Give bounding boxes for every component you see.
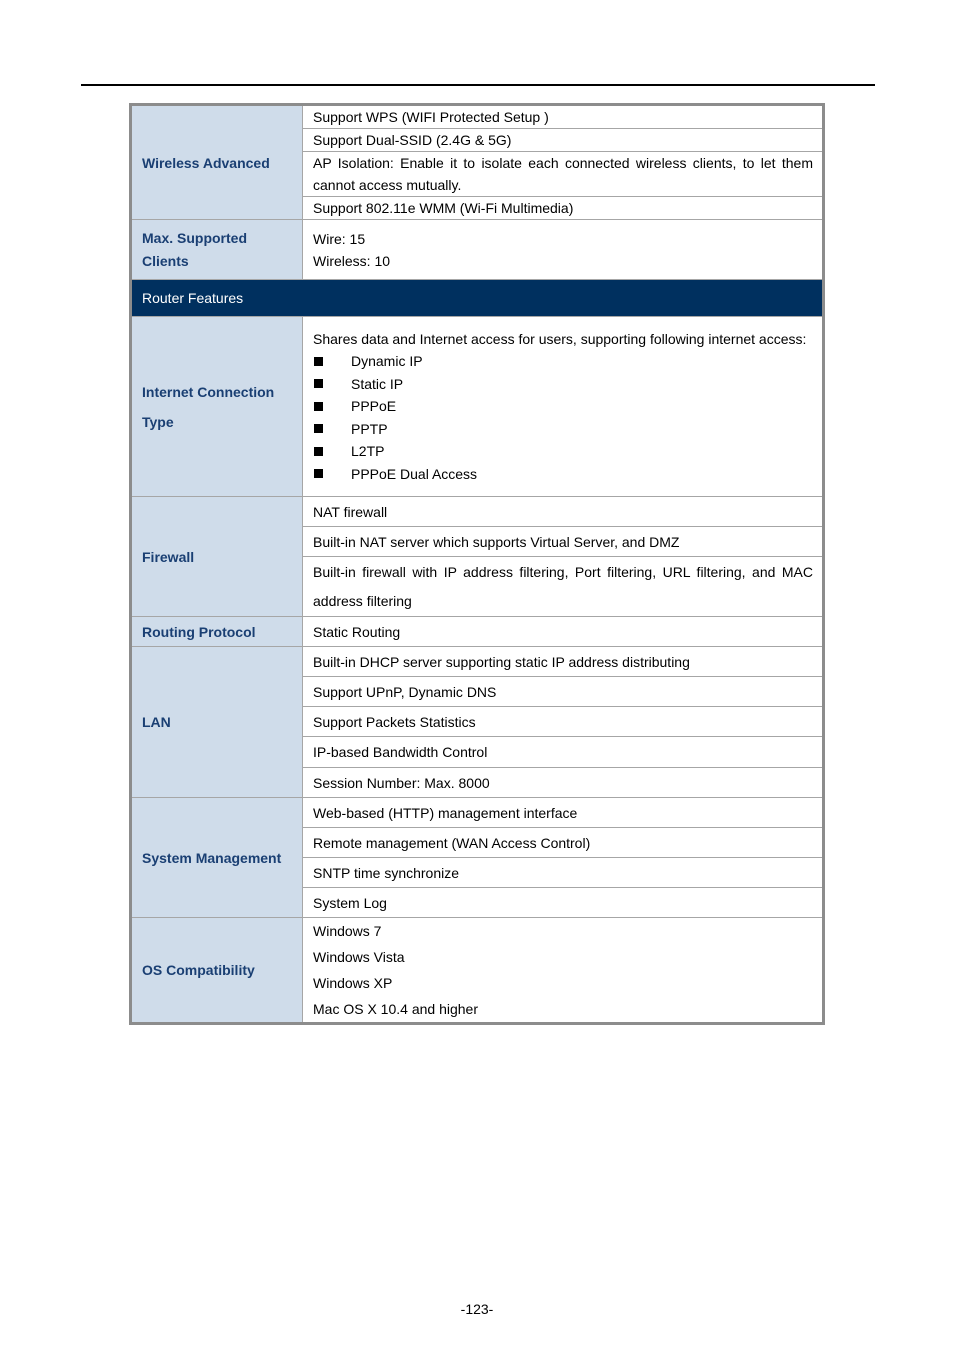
table-row <box>131 280 824 317</box>
spec-value: Session Number: Max. 8000 <box>303 768 824 798</box>
row-label-lan: LAN <box>131 647 303 798</box>
spec-value: SNTP time synchronize <box>303 858 824 888</box>
list-item: L2TP <box>313 440 813 463</box>
page-number: -123- <box>460 1301 494 1317</box>
spec-value: Support UPnP, Dynamic DNS <box>303 677 824 707</box>
spec-value: Support Dual-SSID (2.4G & 5G) <box>303 129 824 152</box>
list-item: PPPoE <box>313 395 813 418</box>
square-bullet-icon <box>314 469 323 478</box>
spec-value-os-list: Windows 7 Windows Vista Windows XP Mac OS X 10.4 and higher <box>303 918 824 1024</box>
spec-value-connection-types: Shares data and Internet access for users, supporting following internet access: Dynamic IP Static IP PPPoE PPTP L2TP PPPoE Dual Access <box>303 317 824 497</box>
spec-value: Built-in NAT server which supports Virtual Server, and DMZ <box>303 527 824 557</box>
square-bullet-icon <box>314 424 323 433</box>
table-row <box>131 647 824 677</box>
table-row <box>131 105 824 129</box>
spec-value: Support 802.11e WMM (Wi-Fi Multimedia) <box>303 197 824 220</box>
specifications-table <box>129 103 825 1025</box>
row-label-routing-protocol: Routing Protocol <box>131 617 303 647</box>
row-label-wireless-advanced: Wireless Advanced <box>131 105 303 220</box>
spec-value: Built-in DHCP server supporting static IP address distributing <box>303 647 824 677</box>
table-row <box>131 918 824 1024</box>
spec-value: Support WPS (WIFI Protected Setup ) <box>303 105 824 129</box>
spec-value-clients: Wire: 15 Wireless: 10 <box>303 220 824 280</box>
section-header-router-features: Router Features <box>131 280 824 317</box>
spec-value: IP-based Bandwidth Control <box>303 737 824 768</box>
table-row <box>131 497 824 527</box>
spec-value: NAT firewall <box>303 497 824 527</box>
square-bullet-icon <box>314 447 323 456</box>
row-label-firewall: Firewall <box>131 497 303 617</box>
row-label-os-compatibility: OS Compatibility <box>131 918 303 1024</box>
spec-value: Support Packets Statistics <box>303 707 824 737</box>
spec-value: AP Isolation: Enable it to isolate each connected wireless clients, to let them cannot access mutually. <box>303 152 824 197</box>
square-bullet-icon <box>314 357 323 366</box>
list-item: PPTP <box>313 418 813 441</box>
table-row <box>131 798 824 828</box>
header-rule <box>81 84 875 86</box>
row-label-max-clients: Max. Supported Clients <box>131 220 303 280</box>
row-label-internet-connection: Internet Connection Type <box>131 317 303 497</box>
spec-value: Remote management (WAN Access Control) <box>303 828 824 858</box>
table-row <box>131 220 824 280</box>
spec-value: Built-in firewall with IP address filtering, Port filtering, URL filtering, and MAC address filtering <box>303 557 824 617</box>
table-row <box>131 317 824 497</box>
table-row <box>131 617 824 647</box>
list-item: Static IP <box>313 373 813 396</box>
spec-value: System Log <box>303 888 824 918</box>
spec-value: Web-based (HTTP) management interface <box>303 798 824 828</box>
list-item: PPPoE Dual Access <box>313 463 813 486</box>
square-bullet-icon <box>314 379 323 388</box>
spec-value: Static Routing <box>303 617 824 647</box>
row-label-system-management: System Management <box>131 798 303 918</box>
square-bullet-icon <box>314 402 323 411</box>
list-item: Dynamic IP <box>313 350 813 373</box>
